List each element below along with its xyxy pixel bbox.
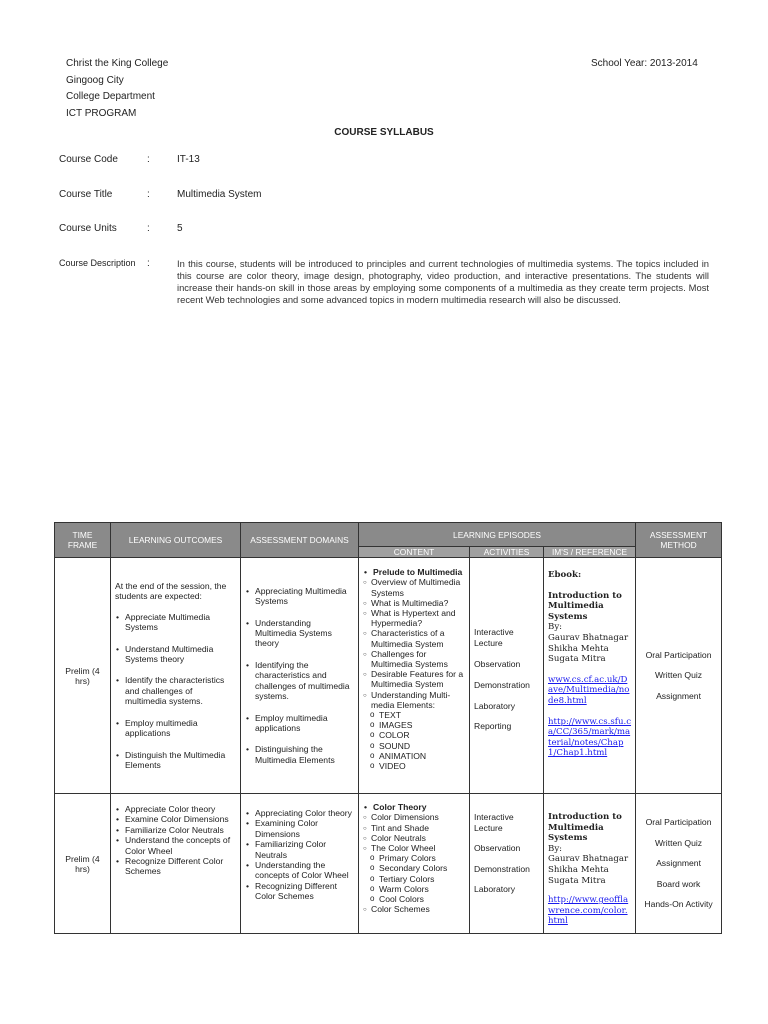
course-title-label: Course Title [59, 189, 113, 200]
list-item: Assignment [656, 858, 701, 869]
course-code-value: IT-13 [177, 154, 200, 165]
assessment-method-cell [636, 794, 722, 934]
ebook-label: Ebook: [548, 570, 582, 580]
reference-link[interactable]: www.cs.cf.ac.uk/Dave/Multimedia/node8.html [548, 674, 630, 706]
header-assessment-method: ASSESSMENT METHOD [636, 523, 722, 558]
course-title-value: Multimedia System [177, 189, 262, 200]
reference-author: Shikha Mehta [548, 864, 609, 875]
list-item: o Warm Colors [363, 884, 465, 894]
reference-title: Introduction to Multimedia Systems [548, 590, 622, 622]
reference-title: Introduction to Multimedia Systems [548, 812, 622, 844]
list-item: Written Quiz [654, 670, 703, 681]
learning-outcomes-cell [111, 794, 241, 934]
list-item: • Identify the characteristics and challenges of multimedia systems. [125, 675, 236, 706]
list-item: Interactive Lecture [474, 627, 514, 648]
colon: : [147, 154, 150, 165]
learning-outcomes-cell [111, 558, 241, 794]
list-item: • Appreciate Multimedia Systems [125, 612, 236, 633]
reference-link[interactable]: http://www.cs.sfu.ca/CC/365/mark/material/notes/Chap1/Chap1.html [548, 716, 632, 759]
list-item: Oral Participation [645, 649, 712, 660]
list-item: Interactive Lecture [474, 812, 514, 833]
list-item: o Tertiary Colors [363, 874, 465, 884]
school-info [66, 56, 168, 122]
list-item: • Employ multimedia applications [125, 718, 236, 739]
list-item: ○ Desirable Features for a Multimedia System [363, 669, 465, 689]
header-content: CONTENT [359, 547, 470, 558]
list-item: ○ What is Hypertext and Hypermedia? [363, 608, 465, 628]
list-item: Laboratory [474, 884, 516, 895]
list-item: ○ Color Neutrals [363, 833, 465, 843]
table-row [55, 558, 722, 794]
list-item: • Color Theory [373, 802, 465, 812]
header-time-frame: TIME FRAME [55, 523, 111, 558]
list-item: ○ Characteristics of a Multimedia System [363, 628, 465, 648]
list-item: Demonstration [474, 680, 530, 690]
list-item: o Secondary Colors [363, 863, 465, 873]
assessment-domains-cell [241, 558, 359, 794]
course-code-label: Course Code [59, 154, 118, 165]
list-item: ○ What is Multimedia? [363, 598, 465, 608]
list-item: Observation [474, 659, 521, 670]
school-city: Gingoog City [66, 74, 124, 86]
list-item: • Prelude to Multimedia [373, 567, 465, 577]
list-item: o VIDEO [363, 761, 465, 771]
list-item: • Understanding the concepts of Color Wheel [255, 860, 354, 881]
list-item: • Understand Multimedia Systems theory [125, 644, 236, 665]
reference-author: Shikha Mehta [548, 643, 609, 654]
list-item: Reporting [474, 721, 512, 732]
content-cell [359, 794, 470, 934]
colon: : [147, 258, 150, 269]
references-cell [544, 794, 636, 934]
header-learning-episodes: LEARNING EPISODES [359, 523, 636, 547]
list-item: • Appreciating Multimedia Systems [255, 586, 354, 607]
list-item: o COLOR [363, 730, 465, 740]
list-item: Laboratory [474, 700, 516, 711]
list-item: Hands-On Activity [644, 899, 713, 910]
reference-author: Sugata Mitra [548, 654, 606, 665]
list-item: Observation [474, 843, 521, 854]
list-item: ○ Tint and Shade [363, 823, 465, 833]
list-item: o Cool Colors [363, 894, 465, 904]
syllabus-table [54, 522, 722, 934]
content-cell [359, 558, 470, 794]
course-units-value: 5 [177, 223, 183, 234]
table-row [55, 794, 722, 934]
list-item: ○ Overview of Multimedia Systems [363, 577, 465, 597]
list-item: • Understand the concepts of Color Wheel [125, 835, 236, 856]
list-item: • Familiarize Color Neutrals [125, 825, 236, 835]
list-item: • Identifying the characteristics and challenges of multimedia systems. [255, 660, 354, 702]
list-item: ○ Understanding Multi-media Elements: [363, 690, 465, 710]
reference-by: By: [548, 622, 563, 633]
header-assessment-domains: ASSESSMENT DOMAINS [241, 523, 359, 558]
reference-author: Gaurav Bhatnagar [548, 632, 629, 643]
list-item: Oral Participation [645, 817, 712, 828]
list-item: Board work [656, 878, 701, 889]
colon: : [147, 223, 150, 234]
course-units-label: Course Units [59, 223, 117, 234]
activities-cell [470, 558, 544, 794]
list-item: o Primary Colors [363, 853, 465, 863]
list-item: • Familiarizing Color Neutrals [255, 839, 354, 860]
course-description-label: Course Description [59, 258, 136, 268]
time-frame-cell: Prelim (4 hrs) [55, 558, 111, 794]
school-year: School Year: 2013-2014 [591, 58, 698, 69]
list-item: o SOUND [363, 741, 465, 751]
assessment-method-cell [636, 558, 722, 794]
reference-link[interactable]: http://www.geofflawrence.com/color.html [548, 895, 629, 927]
activities-cell [470, 794, 544, 934]
list-item: o TEXT [363, 710, 465, 720]
list-item: Demonstration [474, 863, 530, 874]
time-frame-cell: Prelim (4 hrs) [55, 794, 111, 934]
reference-author: Sugata Mitra [548, 875, 606, 886]
outcomes-intro: At the end of the session, the students are expected: [115, 580, 227, 602]
list-item: • Recognize Different Color Schemes [125, 856, 236, 877]
header-learning-outcomes: LEARNING OUTCOMES [111, 523, 241, 558]
references-cell [544, 558, 636, 794]
list-item: • Distinguish the Multimedia Elements [125, 750, 236, 771]
school-program: ICT PROGRAM [66, 107, 137, 119]
header-activities: ACTIVITIES [470, 547, 544, 558]
list-item: o ANIMATION [363, 751, 465, 761]
list-item: ○ Color Dimensions [363, 812, 465, 822]
list-item: ○ Color Schemes [363, 904, 465, 914]
list-item: ○ Challenges for Multimedia Systems [363, 649, 465, 669]
list-item: • Recognizing Different Color Schemes [255, 881, 354, 902]
list-item: • Appreciating Color theory [255, 808, 354, 818]
list-item: • Appreciate Color theory [125, 804, 236, 814]
list-item: Assignment [656, 690, 701, 701]
list-item: Written Quiz [654, 837, 703, 848]
course-description: In this course, students will be introduced to principles and current technologies of multimedia systems. The topics included in this course are color theory, image design, photography, video production, and interactive presentations. The students will increase their hands-on skill in those areas by employing some components of a multimedia as they create term projects. Most recent Web technologies and some advanced topics in modern multimedia research will also be discussed. [177, 258, 709, 305]
colon: : [147, 189, 150, 200]
list-item: o IMAGES [363, 720, 465, 730]
list-item: • Examining Color Dimensions [255, 818, 354, 839]
reference-author: Gaurav Bhatnagar [548, 854, 629, 865]
reference-by: By: [548, 843, 563, 854]
list-item: ○ The Color Wheel [363, 843, 465, 853]
list-item: • Examine Color Dimensions [125, 814, 236, 824]
list-item: • Distinguishing the Multimedia Elements [255, 744, 354, 765]
list-item: • Understanding Multimedia Systems theory [255, 618, 354, 649]
header-references: IM'S / REFERENCE [544, 547, 636, 558]
school-department: College Department [66, 91, 155, 102]
assessment-domains-cell [241, 794, 359, 934]
document-title: COURSE SYLLABUS [334, 127, 434, 138]
list-item: • Employ multimedia applications [255, 713, 354, 734]
school-name: Christ the King College [66, 58, 169, 69]
